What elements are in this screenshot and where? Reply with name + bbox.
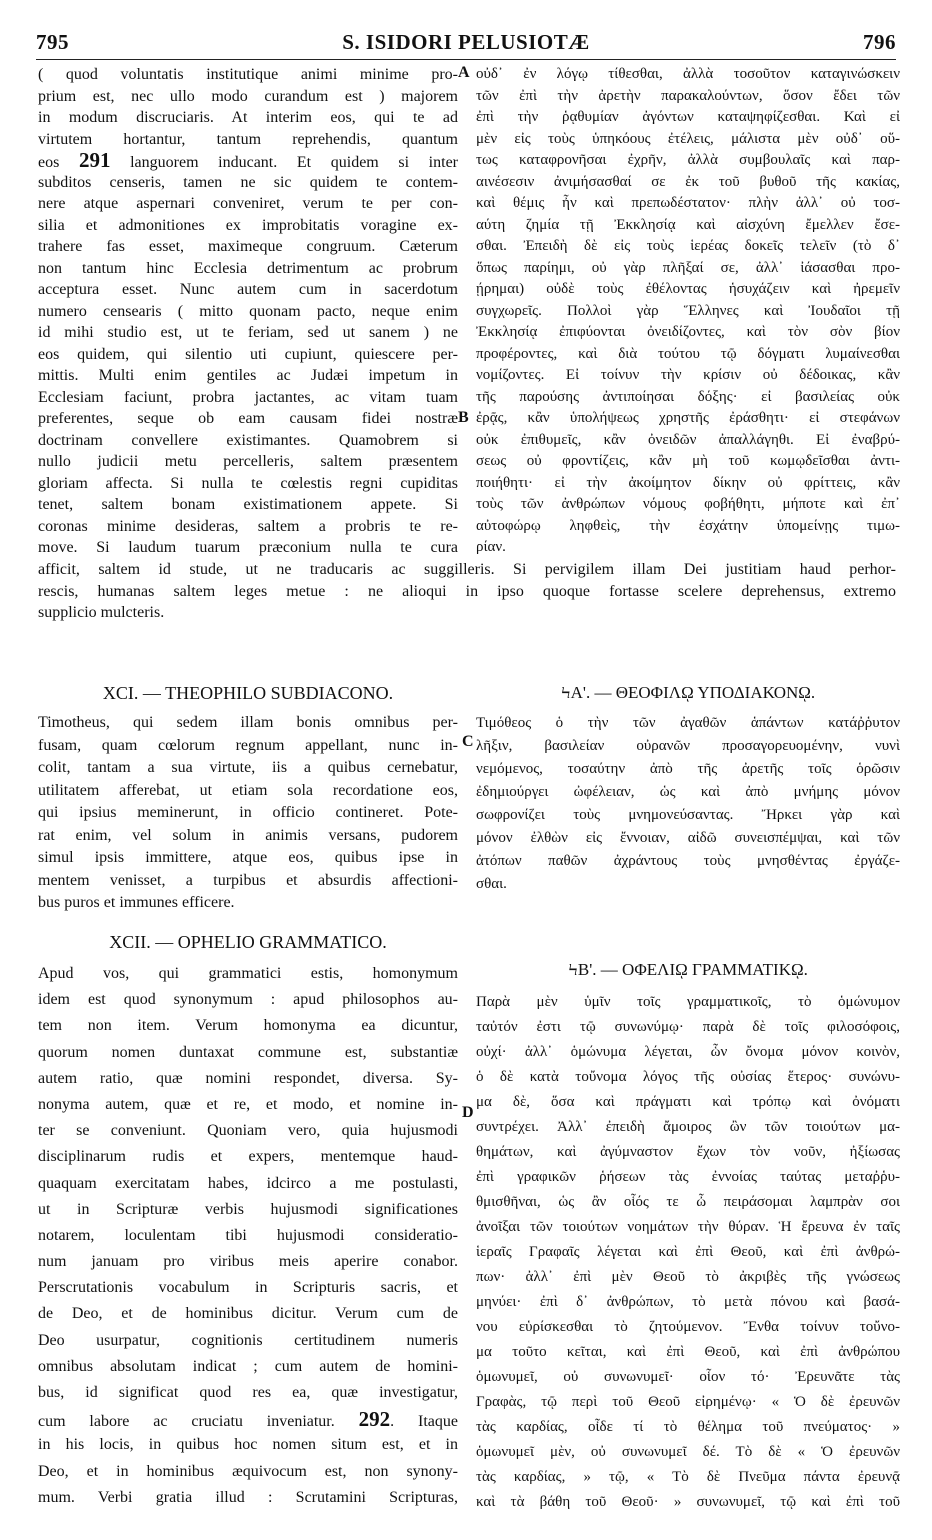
text-segment: omnibus absolutam indicat ; cum autem de homini- <box>38 1357 458 1375</box>
text-line <box>38 1354 458 1380</box>
text-segment: ἱεραῖς Γραφαῖς λέγεται καὶ ἐπὶ Θεοῦ, καὶ ἐπὶ ἀνθρώ- <box>476 1244 900 1260</box>
text-segment: utilitatem afferebat, ut etiam sola recordatione eos, <box>38 781 458 799</box>
text-segment: afficit, saltem id stude, ut ne traducaris ac suggilleris. Si pervigilem illam Dei justitiam haud perhor- <box>38 561 896 578</box>
text-line <box>476 494 900 516</box>
text-segment: τως καταφρονῆσαι ἐχρῆν, ἀλλὰ συμβουλαῖς καὶ παρ- <box>476 152 900 168</box>
text-line <box>476 193 900 215</box>
text-line <box>38 1013 458 1039</box>
text-segment: νου εὑρίσκεσθαι τὸ ζητούμενον. Ἔνθα τοίνυν τοὔνο- <box>476 1319 900 1335</box>
running-title: S. ISIDORI PELUSIOTÆ <box>342 30 590 54</box>
text-segment: doctrinam convellere existimantes. Quamobrem si <box>38 431 458 449</box>
text-segment: ἐπὶ τὴν ῥᾳθυμίαν ἀγόντων καταψηφίζεσθαι. Καὶ εἰ <box>476 109 900 125</box>
text-segment: θμισθῆναι, ὡς ἂν οἷός τε ὦ πειράσομαι λαμπρὰν σοι <box>476 1194 900 1210</box>
text-segment: Ἐκκλησίᾳ ἐπιφύονται ὀνειδίζοντες, καὶ τὸν σὸν βίον <box>476 324 900 340</box>
text-line <box>476 172 900 194</box>
text-line <box>38 64 458 86</box>
text-line <box>38 215 458 237</box>
text-line <box>38 236 458 258</box>
text-line <box>38 757 458 780</box>
text-line <box>476 1115 900 1140</box>
text-line <box>38 1328 458 1354</box>
text-line <box>38 1066 458 1092</box>
text-line <box>38 802 458 825</box>
text-segment: non tantum hinc Ecclesia detrimentum ac probrum <box>38 259 458 277</box>
text-segment: σθαι. <box>476 876 507 892</box>
text-line <box>476 1465 900 1490</box>
text-line <box>38 780 458 803</box>
text-segment: quorum nomen duntaxat commune est, substantiæ <box>38 1043 458 1061</box>
text-segment: τῆς παρούσης ἀντιποίησαι δόξης· εἰ βασιλείας οὐκ <box>476 388 900 405</box>
text-segment: in modum discruciaris. At interim eos, qui te ad <box>38 109 458 126</box>
text-line <box>38 494 458 516</box>
letter-91-latin-text <box>38 712 458 915</box>
text-line <box>476 1415 900 1440</box>
text-segment: preferentes, seque ob eam causam fidei nostræ <box>38 410 458 427</box>
text-line <box>476 1365 900 1390</box>
text-line <box>38 86 458 108</box>
text-line <box>476 1090 900 1115</box>
text-segment: τοὺς τῶν ἀνθρώπων νόμους φοβήθητι, μήποτε καὶ ἐπ᾽ <box>476 496 900 512</box>
text-segment: mentem venisset, a turpibus et absurdis affectioni- <box>38 871 458 889</box>
text-segment: nonyma autem, quæ et re, et modo, et nomine in- <box>38 1095 458 1113</box>
text-line <box>476 1490 900 1515</box>
letter-92-greek-title: ϞΒ'. — ΟΦΕΛΙῼ ΓΡΑΜΜΑΤΙΚῼ. <box>568 960 808 979</box>
text-line <box>476 827 900 850</box>
text-line <box>38 516 458 538</box>
text-segment: qui ipsius meminerunt, in officio contineret. Pote- <box>38 804 458 821</box>
text-line <box>476 150 900 172</box>
text-line <box>38 559 896 581</box>
text-segment: αὐτοφώρῳ ληφθεὶς, τὴν ἐσχάτην ὑπομείνῃς τιμω- <box>476 517 900 534</box>
text-segment: rat enim, vel solum in animis versans, pudorem <box>38 826 458 844</box>
text-line <box>476 408 900 430</box>
text-segment: πων· ἀλλ᾽ ἐπὶ μὲν Θεοῦ τὸ ἀκριβὲς τῆς γνώσεως <box>476 1269 900 1285</box>
text-line <box>38 870 458 893</box>
text-line <box>476 781 900 804</box>
text-segment: ἐπὶ γραφικῶν ῥήσεων τὰς ἐννοίας ταύτας μεταῤῥυ- <box>476 1169 900 1185</box>
text-line <box>38 1459 458 1485</box>
letter-91-latin-title: XCI. — THEOPHILO SUBDIACONO. <box>102 683 394 703</box>
text-segment: οὐκ ἐπιθυμεῖς, κἂν ὀνειδῶν ἀπαλλάγηθι. Εἰ ἐναβρύ- <box>476 431 900 448</box>
text-segment: τῶν ἐπὶ τὴν ἀρετὴν παρακαλούντων, ὅσον ἔδει τῶν <box>476 87 900 104</box>
text-line <box>38 1144 458 1170</box>
text-line <box>476 516 900 538</box>
text-line <box>476 387 900 409</box>
letter-91-greek-title: ϞΑ'. — ΘΕΟΦΙΛῼ ΥΠΟΔΙΑΚΟΝῼ. <box>560 683 816 702</box>
text-segment: μα τοῦτο κεῖται, καὶ ἐπὶ Θεοῦ, καὶ ἐπὶ ἀνθρώπου <box>476 1344 900 1360</box>
text-line <box>38 581 896 603</box>
text-segment: fusam, quam cœlorum regnum appellant, nunc in- <box>38 736 458 754</box>
text-line <box>476 64 900 86</box>
text-line <box>476 1340 900 1365</box>
text-segment: Apud vos, qui grammatici estis, homonymum <box>38 965 458 982</box>
text-segment: Deo, et in hominibus æquivocum est, non synony- <box>38 1462 458 1480</box>
text-line <box>38 537 458 559</box>
text-segment: ποιήθητι· εἰ τὴν ἀκοίμητον δίκην οὐ φρίττεις, κἂν <box>476 474 900 491</box>
text-line <box>38 344 458 366</box>
text-segment: ὁ δὲ κατὰ τοὔνομα λόγος τῆς οὐσίας ἕτερος· συνώνυ- <box>476 1069 900 1085</box>
text-segment: ἀτόπων παθῶν ἀχράντους τοὺς μνησθέντας ἐργάζε- <box>476 853 900 869</box>
text-line <box>38 473 458 495</box>
text-line <box>38 387 458 409</box>
text-line <box>38 150 458 172</box>
text-segment: σεως οὐ φροντίζεις, κἂν μὴ τοῦ κωμῳδεῖσθαι ἀντι- <box>476 453 900 469</box>
text-segment: eos <box>38 154 79 171</box>
text-line <box>38 1275 458 1301</box>
text-segment: καὶ θέμις ἦν καὶ πρεπωδέστατον· πλὴν ἀλλ᾽ οὐ τοσ- <box>476 195 900 211</box>
text-segment: bus, id significat quod res ea, quæ investigatur, <box>38 1384 458 1401</box>
text-segment: trahere fas esset, maximeque congruum. Cæterum <box>38 238 458 255</box>
text-line <box>476 990 900 1015</box>
text-segment: simul ipsis immittere, atque eos, quibus ipse in <box>38 849 458 866</box>
text-segment: ταὐτόν ἐστι τῷ συνωνύμῳ· παρὰ δὲ τοῖς φιλοσόφοις, <box>476 1019 900 1035</box>
text-line <box>38 172 458 194</box>
text-segment: rescis, humanas saltem leges metue : ne alioqui in ipso quoque fortasse scelere deprehensus, extremo <box>38 582 896 600</box>
text-segment: ( quod voluntatis institutique animi minime pro- <box>38 66 458 83</box>
text-segment: prium est, nec ullo modo curandum est ) majorem <box>38 87 458 105</box>
text-segment: idem est quod synonymum : apud philosophos au- <box>38 991 458 1009</box>
text-segment: Perscrutationis vocabulum in Scripturis sacris, et <box>38 1279 458 1297</box>
text-line <box>38 1171 458 1197</box>
text-segment: Τιμόθεος ὁ τὴν τῶν ἀγαθῶν ἁπάντων κατάῤῥυτον <box>476 715 900 731</box>
text-line <box>476 1165 900 1190</box>
text-segment: μα δὲ, ὅσα καὶ πράγματι καὶ τρόπῳ καὶ ὀνόματι <box>476 1094 900 1110</box>
text-line <box>476 451 900 473</box>
text-line <box>38 712 458 735</box>
text-line <box>476 301 900 323</box>
text-segment: bus puros et immunes efficere. <box>38 894 235 911</box>
text-segment: silia et admonitiones ex improbitatis voragine ex- <box>38 216 458 234</box>
text-segment: οὐδ᾽ ἐν λόγῳ τίθεσθαι, ἀλλὰ τοσοῦτον καταγινώσκειν <box>476 66 900 82</box>
running-header <box>36 30 896 56</box>
text-line <box>38 1406 458 1432</box>
text-segment: de Deo, et de hominibus dicitur. Verum cum de <box>38 1305 458 1323</box>
text-segment: languorem inducant. Et quidem si inter <box>110 154 459 171</box>
text-line <box>476 279 900 301</box>
text-segment: ἐδημιούργει ὠφέλειαν, ὡς καὶ ἀπὸ μνήμης μόνον <box>476 784 900 800</box>
text-segment: gloriam affecta. Si nulla te cœlestis regni cupiditas <box>38 474 458 492</box>
margin-marker-d: D <box>462 1104 474 1121</box>
text-line <box>476 1040 900 1065</box>
text-line <box>38 825 458 848</box>
text-segment: προφέροντες, καὶ διὰ τούτου τῷ δόγματι λυμαίνεσθαι <box>476 345 900 362</box>
text-line <box>38 1092 458 1118</box>
text-segment: eos quidem, qui silentio uti cupiunt, quiescere per- <box>38 345 458 363</box>
text-segment: νεμόμενος, τοσαύτην ἀπὸ τῆς ἀρετῆς τοῖς ὁρῶσιν <box>476 761 900 777</box>
text-line <box>38 408 458 430</box>
text-line <box>476 344 900 366</box>
text-segment: Παρὰ μὲν ὑμῖν τοῖς γραμματικοῖς, τὸ ὁμώνυμον <box>476 994 900 1010</box>
text-segment: tenet, saltem bonam existimationem appete. Si <box>38 496 458 513</box>
text-segment: Deo usurpatur, cognitionis certitudinem numeris <box>38 1331 458 1349</box>
text-line <box>476 215 900 237</box>
text-line <box>476 873 900 896</box>
text-line <box>476 1440 900 1465</box>
text-segment: καὶ τὰ βάθη τοῦ Θεοῦ· » συνωνυμεῖ, τῷ καὶ ἐπὶ τοῦ <box>476 1494 900 1510</box>
text-line <box>38 1118 458 1144</box>
text-segment: acceptura esset. Nunc autem cum in sacerdotum <box>38 281 458 298</box>
text-line <box>38 301 458 323</box>
text-segment: ρίαν. <box>476 539 506 555</box>
text-line <box>38 1301 458 1327</box>
text-line <box>38 279 458 301</box>
text-segment: disciplinarum rudis et expers, mentemque haud- <box>38 1148 458 1166</box>
text-line <box>476 473 900 495</box>
letter-91-greek-text <box>476 712 900 896</box>
text-line <box>38 365 458 387</box>
text-segment: colit, tantam a sua virtute, iis a quibus cernebatur, <box>38 759 458 776</box>
text-line <box>476 365 900 387</box>
text-line <box>38 129 458 151</box>
header-rule <box>36 59 896 60</box>
text-line <box>476 1190 900 1215</box>
text-segment: αύτη ζημία τῇ Ἐκκλησίᾳ καὶ αἰσχύνη ἔμελλεν ἔσε- <box>476 216 900 233</box>
text-line <box>38 1485 458 1511</box>
text-line <box>476 758 900 781</box>
text-line <box>476 1290 900 1315</box>
text-line <box>476 1265 900 1290</box>
margin-marker-b: B <box>458 409 469 426</box>
text-line <box>476 129 900 151</box>
text-line <box>38 107 458 129</box>
text-segment: νομίζοντες. Εἰ τοίνυν τὴν κρίσιν οὐ δέδοικας, κἂν <box>476 367 900 383</box>
text-line <box>476 322 900 344</box>
text-segment: tem non item. Verum homonyma ea dicuntur, <box>38 1017 458 1035</box>
margin-marker-c: C <box>462 733 474 750</box>
text-segment: . Itaque <box>390 1413 458 1431</box>
text-line <box>38 602 896 624</box>
text-segment: μηνύει· ἐπὶ δ᾽ ἀνθρώπων, τὸ μετὰ πόνου καὶ βασά- <box>476 1294 900 1310</box>
text-segment: συντρέχει. Ἀλλ᾽ ἐπειδὴ ἄμοιρος ὢν τῶν τοιούτων μα- <box>476 1119 900 1135</box>
text-segment: ter se conveniunt. Quoniam vero, quia hujusmodi <box>38 1122 458 1140</box>
text-segment: ὅπως παρίημι, οὐ γὰρ πλῆξαί σε, ἀλλ᾽ ἰάσασθαι προ- <box>476 259 900 276</box>
text-segment: notarem, loculentam tibi hujusmodi consideratio- <box>38 1226 458 1244</box>
text-line <box>38 1380 458 1406</box>
column-number: 291 <box>78 148 111 172</box>
text-segment: autem ratio, quæ nomini respondet, diversa. Sy- <box>38 1069 458 1087</box>
text-segment: numero censearis ( mitto quonam pacto, neque enim <box>38 302 458 320</box>
text-line <box>38 258 458 280</box>
text-segment: τὰς καρδίας, » τῷ, « Τὸ δὲ Πνεῦμα πάντα ἐρευνᾷ <box>476 1469 900 1485</box>
text-segment: Γραφὰς, τῷ περὶ τοῦ Θεοῦ εἰρημένῳ· « Ὁ δὲ ἐρευνῶν <box>476 1394 900 1410</box>
text-line <box>38 735 458 758</box>
text-line <box>38 1432 458 1458</box>
text-line <box>476 1140 900 1165</box>
text-line <box>476 537 900 559</box>
text-segment: move. Si laudum tuarum præconium nulla te cura <box>38 539 458 556</box>
text-line <box>38 322 458 344</box>
text-segment: mittis. Multi enim gentiles ac Judæi impetum in <box>38 367 458 384</box>
text-segment: cum labore ac cruciatu inveniatur. <box>38 1413 359 1431</box>
text-segment: τὰς καρδίας, οἶδε τί τὸ θέλημα τοῦ πνεύματος· » <box>476 1419 900 1435</box>
text-segment: μόνον ἐλθὼν εἰς ἔννοιαν, αἰδῶ συνεισπέμψαι, καὶ τῶν <box>476 830 900 846</box>
text-segment: Timotheus, qui sedem illam bonis omnibus per- <box>38 714 458 731</box>
text-line <box>38 1197 458 1223</box>
text-segment: nullo judicii metu percelleris, saltem præsentem <box>38 453 458 470</box>
text-segment: coronas minime desideras, saltem a probris te re- <box>38 517 458 535</box>
letter-92-latin-title: XCII. — OPHELIO GRAMMATICO. <box>109 932 387 952</box>
text-line <box>476 712 900 735</box>
text-line <box>476 850 900 873</box>
text-segment: ut in Scripturæ verbis hujusmodi significationes <box>38 1200 458 1218</box>
text-line <box>476 804 900 827</box>
text-line <box>38 193 458 215</box>
text-segment: num januam pro viribus meis aperire conabor. <box>38 1253 458 1271</box>
text-line <box>476 1390 900 1415</box>
section1-full-width-text <box>38 559 896 624</box>
text-segment: οὐχί· ἀλλ᾽ ὁμώνυμα λέγεται, ὧν ὄνομα μόνον κοινὸν, <box>476 1044 900 1060</box>
text-segment: mum. Verbi gratia illud : Scrutamini Scripturas, <box>38 1488 458 1506</box>
text-line <box>476 236 900 258</box>
text-segment: in his locis, in quibus hoc nomen situm est, et in <box>38 1436 458 1454</box>
text-line <box>38 1249 458 1275</box>
text-line <box>38 961 458 987</box>
text-line <box>476 107 900 129</box>
text-line <box>476 735 900 758</box>
text-segment: id mihi studio est, ut te feriam, sed ut sanem ) ne <box>38 324 458 341</box>
text-segment: συγχωρεῖς. Πολλοὶ γὰρ Ἕλληνες καὶ Ἰουδαῖοι τῇ <box>476 302 900 319</box>
text-line <box>38 987 458 1013</box>
text-line <box>476 258 900 280</box>
text-segment: θημάτων, καὶ ἀγύμναστον ἔχων τὸν νοῦν, ἠξίωσας <box>476 1144 900 1160</box>
margin-marker-a: A <box>458 64 470 81</box>
page-number-right: 796 <box>863 30 896 54</box>
section1-greek-column <box>476 64 900 559</box>
text-segment: ῄρημαι) οὐδὲ τοὺς ἐθέλοντας ἡσυχάζειν καὶ ἠρεμεῖν <box>476 281 900 297</box>
text-line <box>38 1223 458 1249</box>
page-number-left: 795 <box>36 30 69 54</box>
text-segment: μὲν εἰς τοὺς ὑπηκόους ἐτέλεις, μάλιστα μὲν οὐδ᾽ οὕ- <box>476 130 900 147</box>
letter-92-greek-text <box>476 990 900 1515</box>
text-segment: nere atque aspernari conveniret, verum te per con- <box>38 195 458 212</box>
text-segment: subditos censeris, tamen ne sic quidem te contem- <box>38 173 458 191</box>
text-segment: Ecclesiam faciunt, probra jactantes, ac vitam tuam <box>38 388 458 406</box>
text-line <box>476 1315 900 1340</box>
letter-92-latin-text <box>38 961 458 1511</box>
column-number: 292 <box>358 1407 391 1432</box>
text-segment: σθαι. Ἐπειδὴ δὲ εἰς τοὺς ἱερέας δοκεῖς τελεῖν (τὸ δ᾽ <box>476 238 900 254</box>
text-line <box>476 1015 900 1040</box>
text-line <box>38 1040 458 1066</box>
text-line <box>38 430 458 452</box>
text-line <box>38 847 458 870</box>
text-line <box>476 1065 900 1090</box>
text-segment: virtutem hortantur, tantum reprehendis, quantum <box>38 130 458 148</box>
text-segment: λῆξιν, βασιλείαν οὐρανῶν προσαγορευομένην, νυνὶ <box>476 738 900 754</box>
text-line <box>476 1215 900 1240</box>
text-segment: σωφρονίζει τοὺς μνημονεύσαντας. Ἤρκει γὰρ καὶ <box>476 807 900 823</box>
section1-latin-column <box>38 64 458 559</box>
text-segment: supplicio mulcteris. <box>38 604 165 621</box>
text-segment: ὁμωνυμεῖ μὲν, οὐ συνωνυμεῖ δέ. Τὸ δὲ « Ὁ ἐρευνῶν <box>476 1444 900 1460</box>
text-segment: αινέσεσιν ἀνιμήσασθαί σε ἐκ τοῦ βυθοῦ τῆς κακίας, <box>476 173 900 190</box>
text-line <box>476 430 900 452</box>
text-segment: ἐρᾷς, κἂν ὑπολήψεως χρηστῆς ἐράσθητι· εἰ στεφάνων <box>476 410 900 426</box>
text-line <box>476 1240 900 1265</box>
text-line <box>38 451 458 473</box>
text-segment: quaquam exercitatam habes, idcirco a me postulasti, <box>38 1174 458 1192</box>
text-segment: ἀνοῖξαι τῶν τοιούτων νοημάτων τὴν θύραν. Ἡ ἔρευνα ἐν ταῖς <box>476 1219 900 1235</box>
text-segment: ὁμωνυμεῖ, οὐ συνωνυμεῖ· οἷον τό· Ἐρευνᾶτε τὰς <box>476 1369 900 1385</box>
text-line <box>38 892 458 915</box>
text-line <box>476 86 900 108</box>
